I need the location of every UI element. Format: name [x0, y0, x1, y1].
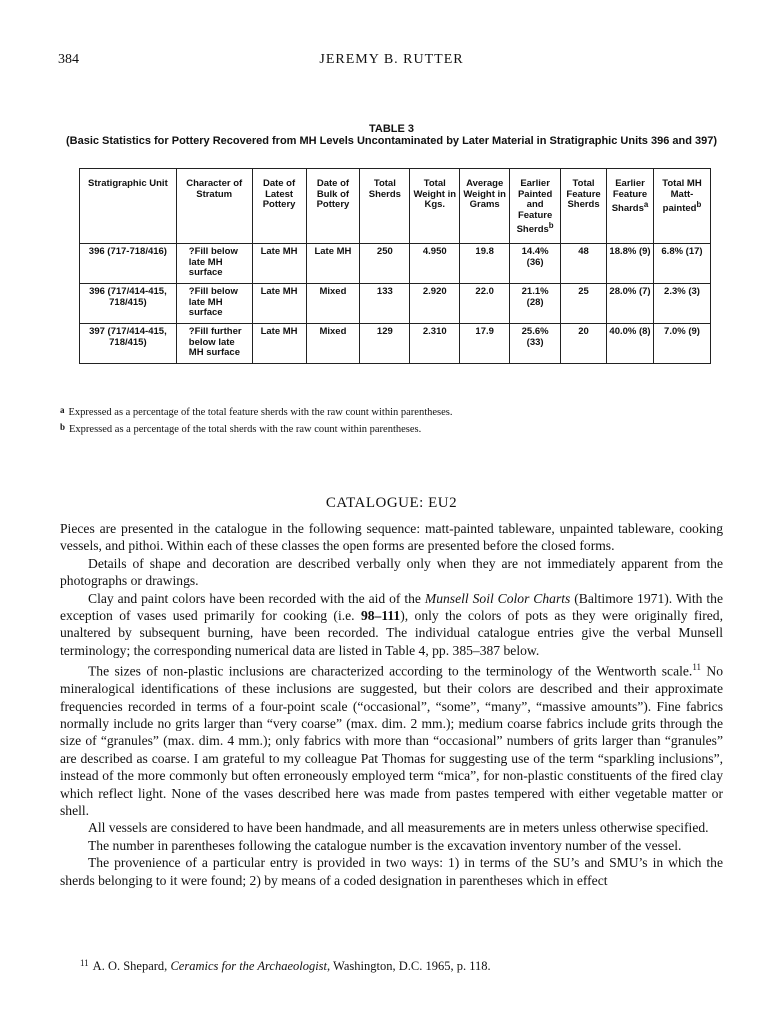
table-title	[60, 123, 723, 147]
body-text	[60, 520, 723, 889]
table-cell: Late MH	[252, 244, 306, 284]
col-header: Stratigraphic Unit	[80, 169, 177, 244]
table-cell: Mixed	[306, 284, 360, 324]
table-caption: (Basic Statistics for Pottery Recovered from MH Levels Uncontaminated by Later Material in Stratigraphic Units 396 and 397)	[65, 135, 718, 147]
table-cell: ?Fill below late MH surface	[176, 244, 252, 284]
paragraph: All vessels are considered to have been handmade, and all measurements are in meters unless otherwise specified.	[88, 820, 709, 836]
table-cell: 25	[561, 284, 607, 324]
table-cell: 28.0% (7)	[607, 284, 654, 324]
col-header: Earlier Painted and Feature Sherds$^b$	[510, 169, 561, 244]
table-cell: 17.9	[460, 324, 510, 364]
col-header: Character of Stratum	[176, 169, 252, 244]
table-row	[80, 324, 711, 364]
statistics-table	[79, 168, 711, 364]
col-header: Date of Bulk of Pottery	[306, 169, 360, 244]
table-label: TABLE 3	[368, 123, 415, 135]
table-cell: Late MH	[252, 324, 306, 364]
table-cell: 21.1% (28)	[510, 284, 561, 324]
col-header: Earlier Feature Shards$^a$	[607, 169, 654, 244]
table-footnotes	[60, 403, 452, 437]
table-cell: 18.8% (9)	[607, 244, 654, 284]
table-cell: 2.920	[410, 284, 460, 324]
table-cell: 4.950	[410, 244, 460, 284]
table-cell: ?Fill further below late MH surface	[176, 324, 252, 364]
table-cell: 22.0	[460, 284, 510, 324]
table-cell: 19.8	[460, 244, 510, 284]
table-cell: 40.0% (8)	[607, 324, 654, 364]
col-header: Total Feature Sherds	[561, 169, 607, 244]
table-cell: ?Fill below late MH surface	[176, 284, 252, 324]
paragraph: Clay and paint colors have been recorded with the aid of the Munsell Soil Color Charts (Baltimore 1971). With the exception of vases used primarily for cooking (i.e. 98–111), only the colors of pots as they were originally fired, unaltered by subsequent burning, have been recorded. The individual catalogue entries give the verbal Munsell terminology; the corresponding numerical data are listed in Table 4, pp. 385–387 below.	[60, 590, 723, 658]
table-cell: Late MH	[306, 244, 360, 284]
section-heading: CATALOGUE: EU2	[325, 495, 458, 511]
page-footnote: $^{11}$ A. O. Shepard, Ceramics for the Archaeologist, Washington, D.C. 1965, p. 118.	[80, 958, 491, 973]
col-header: Date of Latest Pottery	[252, 169, 306, 244]
table-cell: 14.4% (36)	[510, 244, 561, 284]
table-cell: 397 (717/414-415, 718/415)	[80, 324, 177, 364]
paragraph: Pieces are presented in the catalogue in the following sequence: matt-painted tableware, unpainted tableware, cooking vessels, and pithoi. Within each of these classes the open forms are presented before the closed forms.	[60, 521, 723, 554]
table-cell: 7.0% (9)	[653, 324, 710, 364]
table-cell: 250	[360, 244, 410, 284]
table-cell: 20	[561, 324, 607, 364]
table-cell: 133	[360, 284, 410, 324]
table-cell: Late MH	[252, 284, 306, 324]
table-cell: Mixed	[306, 324, 360, 364]
table-cell: 2.3% (3)	[653, 284, 710, 324]
footnote-ref[interactable]: 11	[692, 662, 701, 673]
paragraph: The provenience of a particular entry is provided in two ways: 1) in terms of the SU’s and SMU’s in which the sherds belonging to it were found; 2) by means of a coded designation in parentheses which in effect	[60, 855, 723, 888]
running-head: JEREMY B. RUTTER	[319, 52, 464, 67]
table-cell: 396 (717-718/416)	[80, 244, 177, 284]
col-header: Total MH Matt-painted$^b$	[653, 169, 710, 244]
table-cell: 48	[561, 244, 607, 284]
table-row	[80, 284, 711, 324]
col-header: Total Weight in Kgs.	[410, 169, 460, 244]
col-header: Total Sherds	[360, 169, 410, 244]
table-cell: 396 (717/414-415, 718/415)	[80, 284, 177, 324]
table-footnote-b: $^b$ Expressed as a percentage of the total sherds with the raw count within parentheses.	[60, 422, 422, 435]
table-header-row	[80, 169, 711, 244]
paragraph: Details of shape and decoration are described verbally only when they are not immediately apparent from the photographs or drawings.	[60, 555, 723, 589]
table-cell: 129	[360, 324, 410, 364]
table-cell: 25.6% (33)	[510, 324, 561, 364]
table-cell: 6.8% (17)	[653, 244, 710, 284]
table-cell: 2.310	[410, 324, 460, 364]
table-row	[80, 244, 711, 284]
col-header: Average Weight in Grams	[460, 169, 510, 244]
table-footnote-a: $^a$ Expressed as a percentage of the total feature sherds with the raw count within parentheses.	[60, 405, 453, 418]
paragraph: The number in parentheses following the catalogue number is the excavation inventory number of the vessel.	[88, 837, 682, 853]
page-number: 384	[58, 52, 79, 67]
paragraph: The sizes of non-plastic inclusions are characterized according to the terminology of the Wentworth scale.$^{11}$ No mineralogical identifications of these inclusions are suggested, but their colors are described and their approximate frequencies recorded in terms of a four-point scale (“occasional”, “some”, “many”, “massive amounts”). Fine fabrics normally include no grits larger than “very coarse” (max. dim. 2 mm.); medium coarse fabrics include grits through the size of “granules” (max. dim. 4 mm.); only fabrics with more than “occasional” numbers of grits larger than “granules” are described as coarse. I am grateful to my colleague Pat Thomas for suggesting use of the term “sparkling inclusions”, instead of the more commonly but often erroneously employed term “mica”, for non-plastic constituents of the fired clay which reflect light. None of the vases described here was made from pastes tempered with either vegetable matter or shell.	[60, 662, 723, 819]
